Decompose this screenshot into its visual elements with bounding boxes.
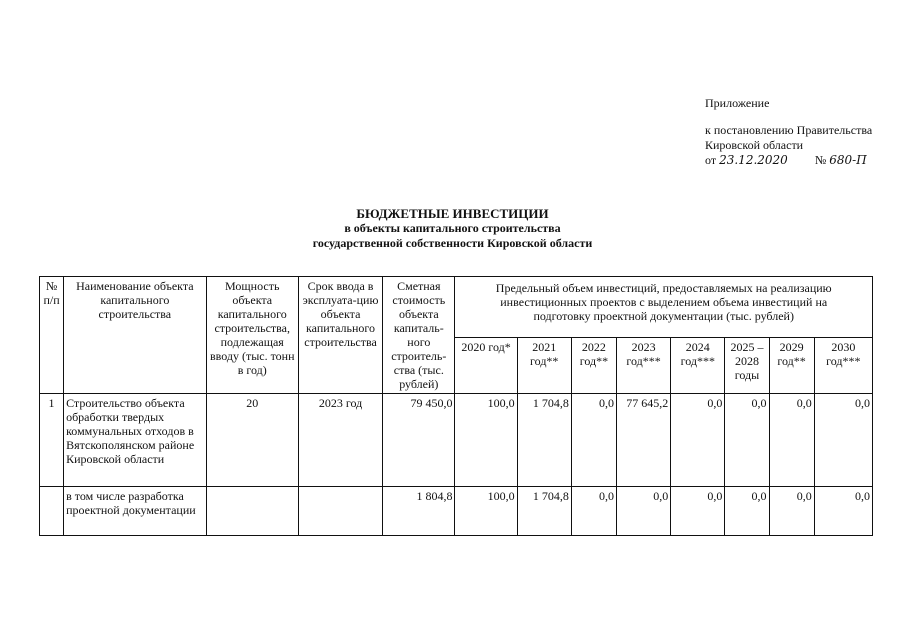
cell-value: 0,0 <box>814 394 872 487</box>
cell-value: 1 704,8 <box>517 394 571 487</box>
cell-num: 1 <box>40 394 64 487</box>
cell-num <box>40 487 64 536</box>
cell-value: 0,0 <box>671 487 725 536</box>
title-line1: БЮДЖЕТНЫЕ ИНВЕСТИЦИИ <box>356 206 549 221</box>
date-prefix: от <box>705 153 717 167</box>
title-line3: государственной собственности Кировской области <box>312 236 593 250</box>
appendix-block <box>705 96 872 168</box>
cell-value: 0,0 <box>671 394 725 487</box>
cell-value: 100,0 <box>455 394 517 487</box>
appendix-line1: к постановлению Правительства <box>705 123 873 137</box>
title-line2: в объекты капитального строительства <box>344 221 561 235</box>
cell-value: 0,0 <box>814 487 872 536</box>
cell-value: 0,0 <box>725 487 769 536</box>
appendix-line2: Кировской области <box>705 138 804 152</box>
document-title <box>0 206 905 251</box>
cell-value: 0,0 <box>571 487 616 536</box>
cell-value: 0,0 <box>769 487 814 536</box>
number-prefix: № <box>814 153 827 167</box>
header-cost: Сметная стоимость объекта капиталь-ного строитель-ства (тыс. рублей) <box>383 277 455 394</box>
header-name: Наименование объекта капитального строительства <box>64 277 207 394</box>
appendix-label: Приложение <box>705 96 770 110</box>
header-year: 2030 год*** <box>814 337 872 393</box>
cell-name: Строительство объекта обработки твердых коммунальных отходов в Вятскополянском районе Кировской области <box>64 394 207 487</box>
table-row <box>40 487 873 536</box>
header-year: 2024 год*** <box>671 337 725 393</box>
header-year: 2025 – 2028 годы <box>725 337 769 393</box>
cell-value: 100,0 <box>455 487 517 536</box>
cell-value: 0,0 <box>769 394 814 487</box>
header-year: 2023 год*** <box>617 337 671 393</box>
header-year: 2021 год** <box>517 337 571 393</box>
cell-capacity <box>206 487 298 536</box>
header-limit-group: Предельный объем инвестиций, предоставляемых на реализацию инвестиционных проектов с выделением объема инвестиций на подготовку проектной документации (тыс. рублей) <box>455 277 873 338</box>
header-term: Срок ввода в эксплуата-цию объекта капитального строительства <box>298 277 382 394</box>
cell-name: в том числе разработка проектной документации <box>64 487 207 536</box>
cell-value: 1 704,8 <box>517 487 571 536</box>
handwritten-date: 23.12.2020 <box>719 153 788 167</box>
cell-value: 0,0 <box>571 394 616 487</box>
header-year: 2020 год* <box>455 337 517 393</box>
cell-term: 2023 год <box>298 394 382 487</box>
header-num: № п/п <box>40 277 64 394</box>
investment-table <box>39 276 873 536</box>
cell-capacity: 20 <box>206 394 298 487</box>
cell-value: 0,0 <box>725 394 769 487</box>
appendix-date-line <box>705 153 872 168</box>
cell-term <box>298 487 382 536</box>
header-year: 2022 год** <box>571 337 616 393</box>
table-row <box>40 394 873 487</box>
cell-value: 77 645,2 <box>617 394 671 487</box>
cell-cost: 1 804,8 <box>383 487 455 536</box>
header-capacity: Мощность объекта капитального строительства, подлежащая вводу (тыс. тонн в год) <box>206 277 298 394</box>
cell-value: 0,0 <box>617 487 671 536</box>
cell-cost: 79 450,0 <box>383 394 455 487</box>
header-year: 2029 год** <box>769 337 814 393</box>
handwritten-number: 680-П <box>829 153 867 167</box>
